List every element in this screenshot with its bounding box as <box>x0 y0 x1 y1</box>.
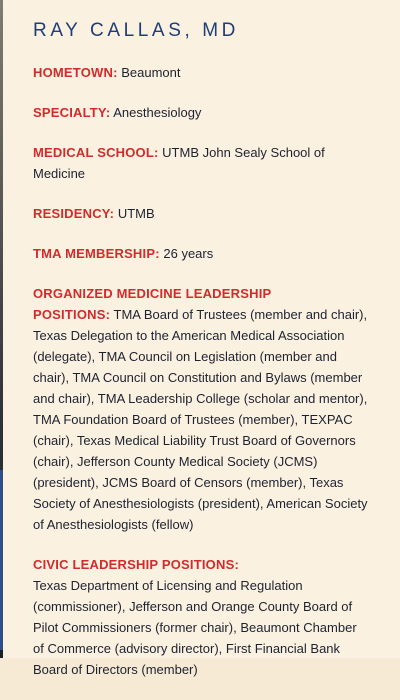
civic-leadership-value: Texas Department of Licensing and Regulation (commissioner), Jefferson and Orange County Board of Pilot Commissioners (former chair), Beaumont Chamber of Commerce (advisory director), First Financial Bank Board of Directors (member) <box>33 578 357 677</box>
organized-medicine-label-line2: POSITIONS: <box>33 307 111 322</box>
hometown-label: HOMETOWN: <box>33 65 118 80</box>
medical-school-section <box>33 142 368 184</box>
residency-label: RESIDENCY: <box>33 206 115 221</box>
civic-leadership-section <box>33 554 368 680</box>
tma-membership-label: TMA MEMBERSHIP: <box>33 246 160 261</box>
organized-medicine-section <box>33 283 368 535</box>
specialty-section <box>33 102 368 123</box>
profile-name: RAY CALLAS, MD <box>33 20 239 41</box>
medical-school-value: UTMB John Sealy School of Medicine <box>33 145 325 181</box>
left-edge-blue-band <box>0 470 3 650</box>
residency-section <box>33 203 368 224</box>
hometown-value: Beaumont <box>121 65 181 80</box>
tma-membership-section <box>33 243 368 264</box>
tma-membership-value: 26 years <box>163 246 214 261</box>
profile-card <box>33 20 368 699</box>
hometown-section <box>33 62 368 83</box>
left-edge-photo-strip <box>0 0 3 700</box>
specialty-label: SPECIALTY: <box>33 105 111 120</box>
medical-school-label: MEDICAL SCHOOL: <box>33 145 159 160</box>
residency-value: UTMB <box>117 206 155 221</box>
organized-medicine-value: TMA Board of Trustees (member and chair), Texas Delegation to the American Medical Association (delegate), TMA Council on Legislation (member and chair), TMA Council on Constitution and Bylaws (member and chair), TMA Leadership College (scholar and mentor), TMA Foundation Board of Trustees (member), TEXPAC (chair), Texas Medical Liability Trust Board of Governors (chair), Jefferson County Medical Society (JCMS) (president), JCMS Board of Censors (member), Texas Society of Anesthesiologists (president), American Society of Anesthesiologists (fellow) <box>33 307 368 532</box>
civic-leadership-label: CIVIC LEADERSHIP POSITIONS: <box>33 557 239 572</box>
specialty-value: Anesthesiology <box>113 105 202 120</box>
organized-medicine-label-line1: ORGANIZED MEDICINE LEADERSHIP <box>33 286 272 301</box>
